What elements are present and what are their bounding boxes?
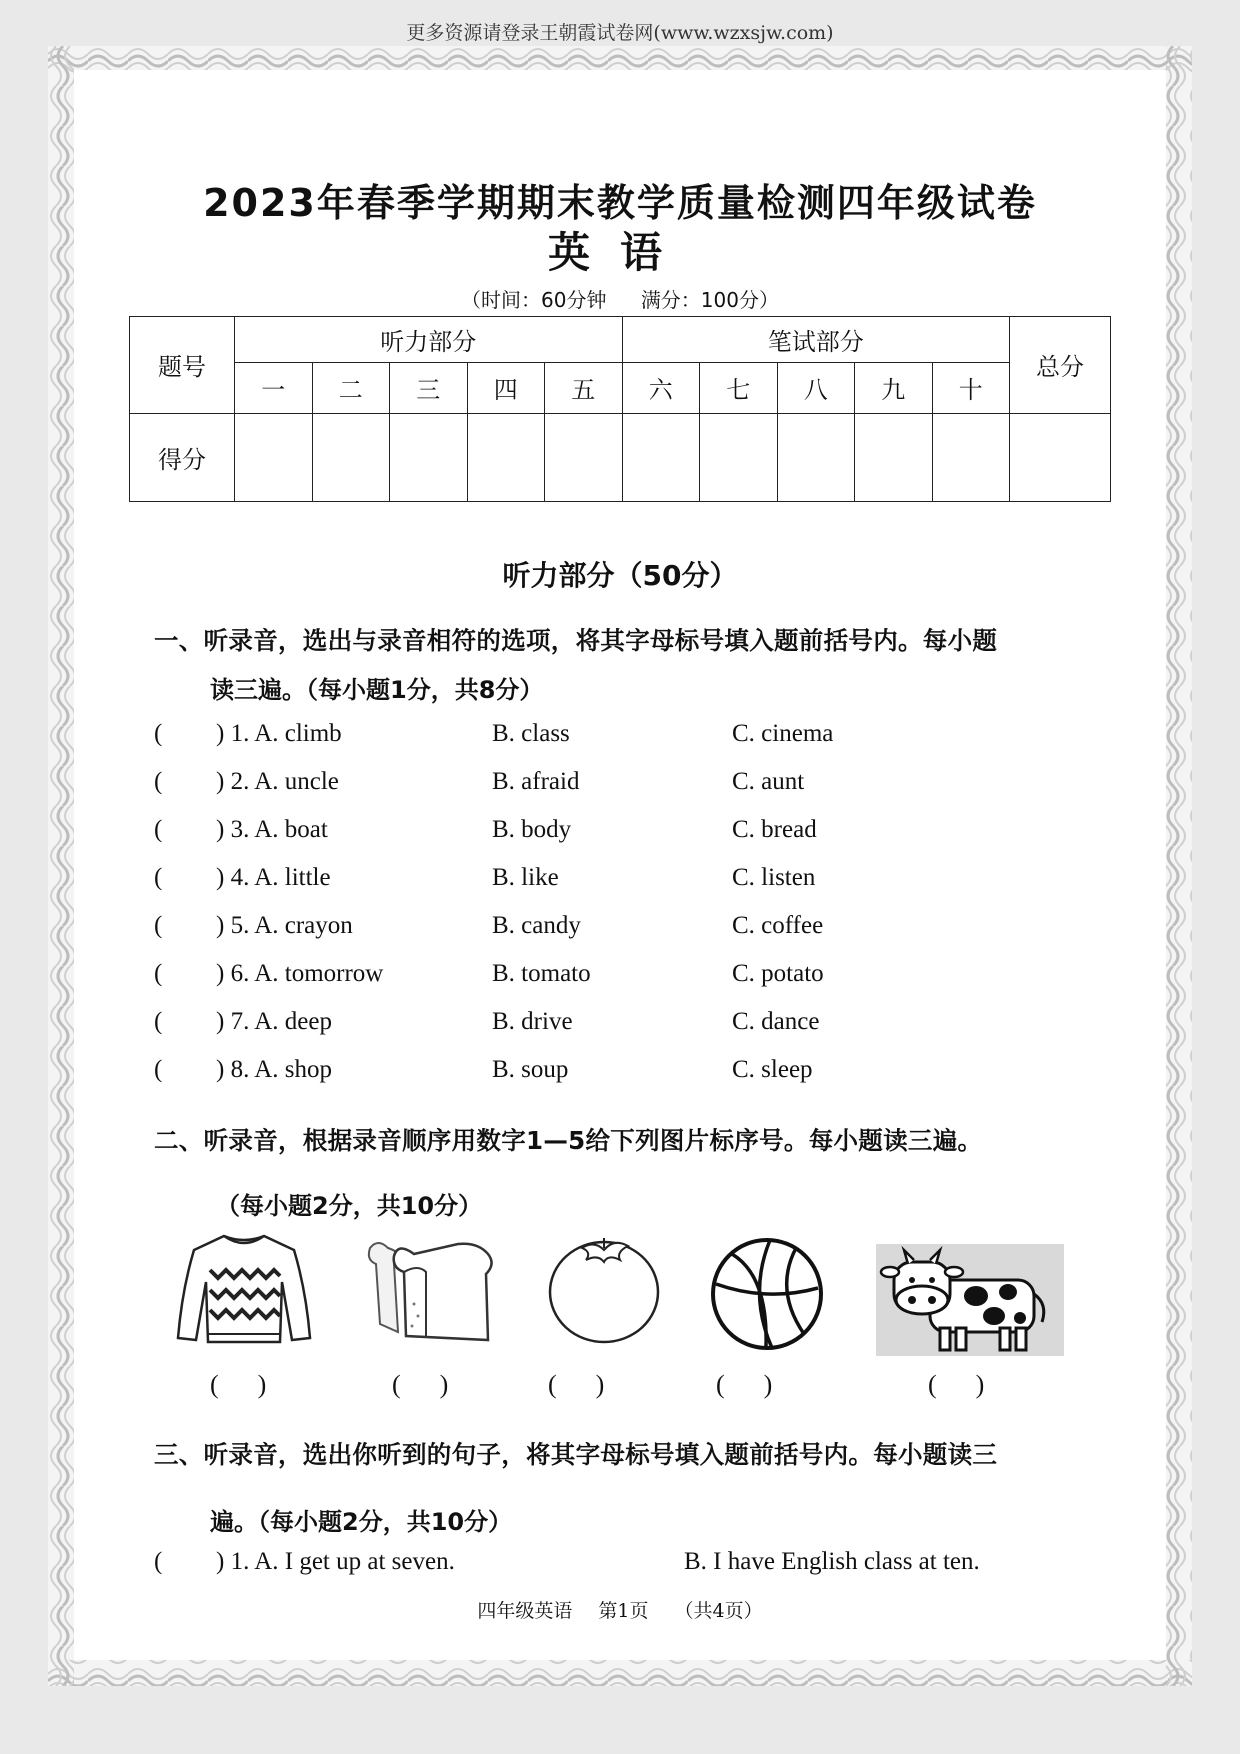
subject-title: 英语 [547, 228, 692, 277]
time-info [0, 284, 1240, 313]
choice-row [154, 720, 1114, 760]
question-number: 十 [932, 363, 1010, 413]
q2-heading: 二、听录音，根据录音顺序用数字1—5给下列图片标序号。每小题读三遍。 [154, 1126, 983, 1155]
option-a: ) 7. A. deep [216, 1008, 332, 1035]
cow-picture [876, 1244, 1064, 1356]
q1-heading-cont: 读三遍。（每小题1分，共8分） [210, 676, 544, 704]
option-b: B. tomato [492, 960, 591, 987]
footer-subject: 四年级英语 [477, 1600, 573, 1622]
q3-heading-cont: 遍。（每小题2分，共10分） [210, 1508, 513, 1536]
option-a: ) 2. A. uncle [216, 768, 339, 795]
question-number: 一 [235, 363, 313, 413]
tomato-picture [546, 1230, 662, 1346]
page-footer [0, 1596, 1240, 1623]
total-header: 总分 [1010, 317, 1111, 414]
picture-blank-2[interactable]: ( ) [392, 1370, 449, 1399]
score-cell[interactable] [932, 413, 1010, 501]
option-a: ) 1. A. climb [216, 720, 342, 747]
full-score: 满分：100分） [640, 288, 779, 312]
option-b: B. I have English class at ten. [684, 1548, 980, 1575]
answer-paren[interactable]: ( [154, 816, 163, 843]
question-number: 二 [312, 363, 390, 413]
score-cell[interactable] [855, 413, 933, 501]
answer-paren[interactable]: ( [154, 768, 163, 795]
exam-title: 2023年春季学期期末教学质量检测四年级试卷 [203, 181, 1037, 225]
option-b: B. body [492, 816, 572, 843]
answer-paren[interactable]: ( [154, 720, 163, 747]
picture-blank-5[interactable]: ( ) [928, 1370, 985, 1399]
score-cell[interactable] [235, 413, 313, 501]
score-cell[interactable] [622, 413, 700, 501]
score-table [129, 316, 1111, 502]
answer-paren[interactable]: ( [154, 1548, 163, 1575]
source-note: 更多资源请登录王朝霞试卷网(www.wzxsjw.com) [406, 22, 834, 44]
listening-section-title: 听力部分（50分） [502, 559, 738, 592]
question-number: 三 [390, 363, 468, 413]
total-score-cell[interactable] [1010, 413, 1111, 501]
choice-row [154, 768, 1114, 808]
score-cell[interactable] [467, 413, 545, 501]
option-c: C. dance [732, 1008, 820, 1035]
option-a: ) 4. A. little [216, 864, 331, 891]
question-number: 四 [467, 363, 545, 413]
question-number: 五 [545, 363, 623, 413]
option-c: C. aunt [732, 768, 805, 795]
score-label: 得分 [130, 413, 235, 501]
footer-page: 第1页 [598, 1600, 649, 1622]
choice-row [154, 864, 1114, 904]
option-a: ) 1. A. I get up at seven. [216, 1548, 455, 1575]
footer-total-pages: （共4页） [674, 1600, 763, 1622]
answer-paren[interactable]: ( [154, 1056, 163, 1083]
score-cell[interactable] [312, 413, 390, 501]
option-c: C. cinema [732, 720, 834, 747]
bread-picture [358, 1234, 498, 1346]
q1-heading: 一、听录音，选出与录音相符的选项，将其字母标号填入题前括号内。每小题 [154, 626, 998, 655]
choice-row [154, 912, 1114, 952]
basketball-picture [708, 1236, 826, 1352]
option-b: B. class [492, 720, 570, 747]
option-c: C. bread [732, 816, 817, 843]
choice-row [154, 960, 1114, 1000]
answer-paren[interactable]: ( [154, 960, 163, 987]
answer-paren[interactable]: ( [154, 1008, 163, 1035]
option-c: C. listen [732, 864, 816, 891]
score-cell[interactable] [390, 413, 468, 501]
picture-blank-1[interactable]: ( ) [210, 1370, 267, 1399]
score-cell[interactable] [545, 413, 623, 501]
option-b: B. like [492, 864, 559, 891]
option-a: ) 8. A. shop [216, 1056, 332, 1083]
question-number: 六 [622, 363, 700, 413]
picture-blank-3[interactable]: ( ) [548, 1370, 605, 1399]
choice-row [154, 1056, 1114, 1096]
score-cell[interactable] [777, 413, 855, 501]
option-c: C. sleep [732, 1056, 813, 1083]
option-b: B. afraid [492, 768, 580, 795]
score-cell[interactable] [700, 413, 778, 501]
choice-row [154, 816, 1114, 856]
writing-header: 笔试部分 [622, 317, 1010, 363]
row-header: 题号 [130, 317, 235, 414]
question-number: 七 [700, 363, 778, 413]
question-number: 九 [855, 363, 933, 413]
option-c: C. coffee [732, 912, 824, 939]
option-a: ) 5. A. crayon [216, 912, 353, 939]
sweater-picture [174, 1230, 314, 1350]
q2-heading-cont: （每小题2分，共10分） [216, 1192, 483, 1220]
option-a: ) 3. A. boat [216, 816, 328, 843]
option-b: B. candy [492, 912, 581, 939]
option-b: B. drive [492, 1008, 573, 1035]
q3-heading: 三、听录音，选出你听到的句子，将其字母标号填入题前括号内。每小题读三 [154, 1440, 998, 1469]
choice-row [154, 1008, 1114, 1048]
time-limit: （时间：60分钟 [461, 288, 607, 312]
question-number: 八 [777, 363, 855, 413]
picture-blank-4[interactable]: ( ) [716, 1370, 773, 1399]
option-c: C. potato [732, 960, 824, 987]
option-a: ) 6. A. tomorrow [216, 960, 384, 987]
answer-paren[interactable]: ( [154, 864, 163, 891]
listening-header: 听力部分 [235, 317, 623, 363]
option-b: B. soup [492, 1056, 569, 1083]
answer-paren[interactable]: ( [154, 912, 163, 939]
